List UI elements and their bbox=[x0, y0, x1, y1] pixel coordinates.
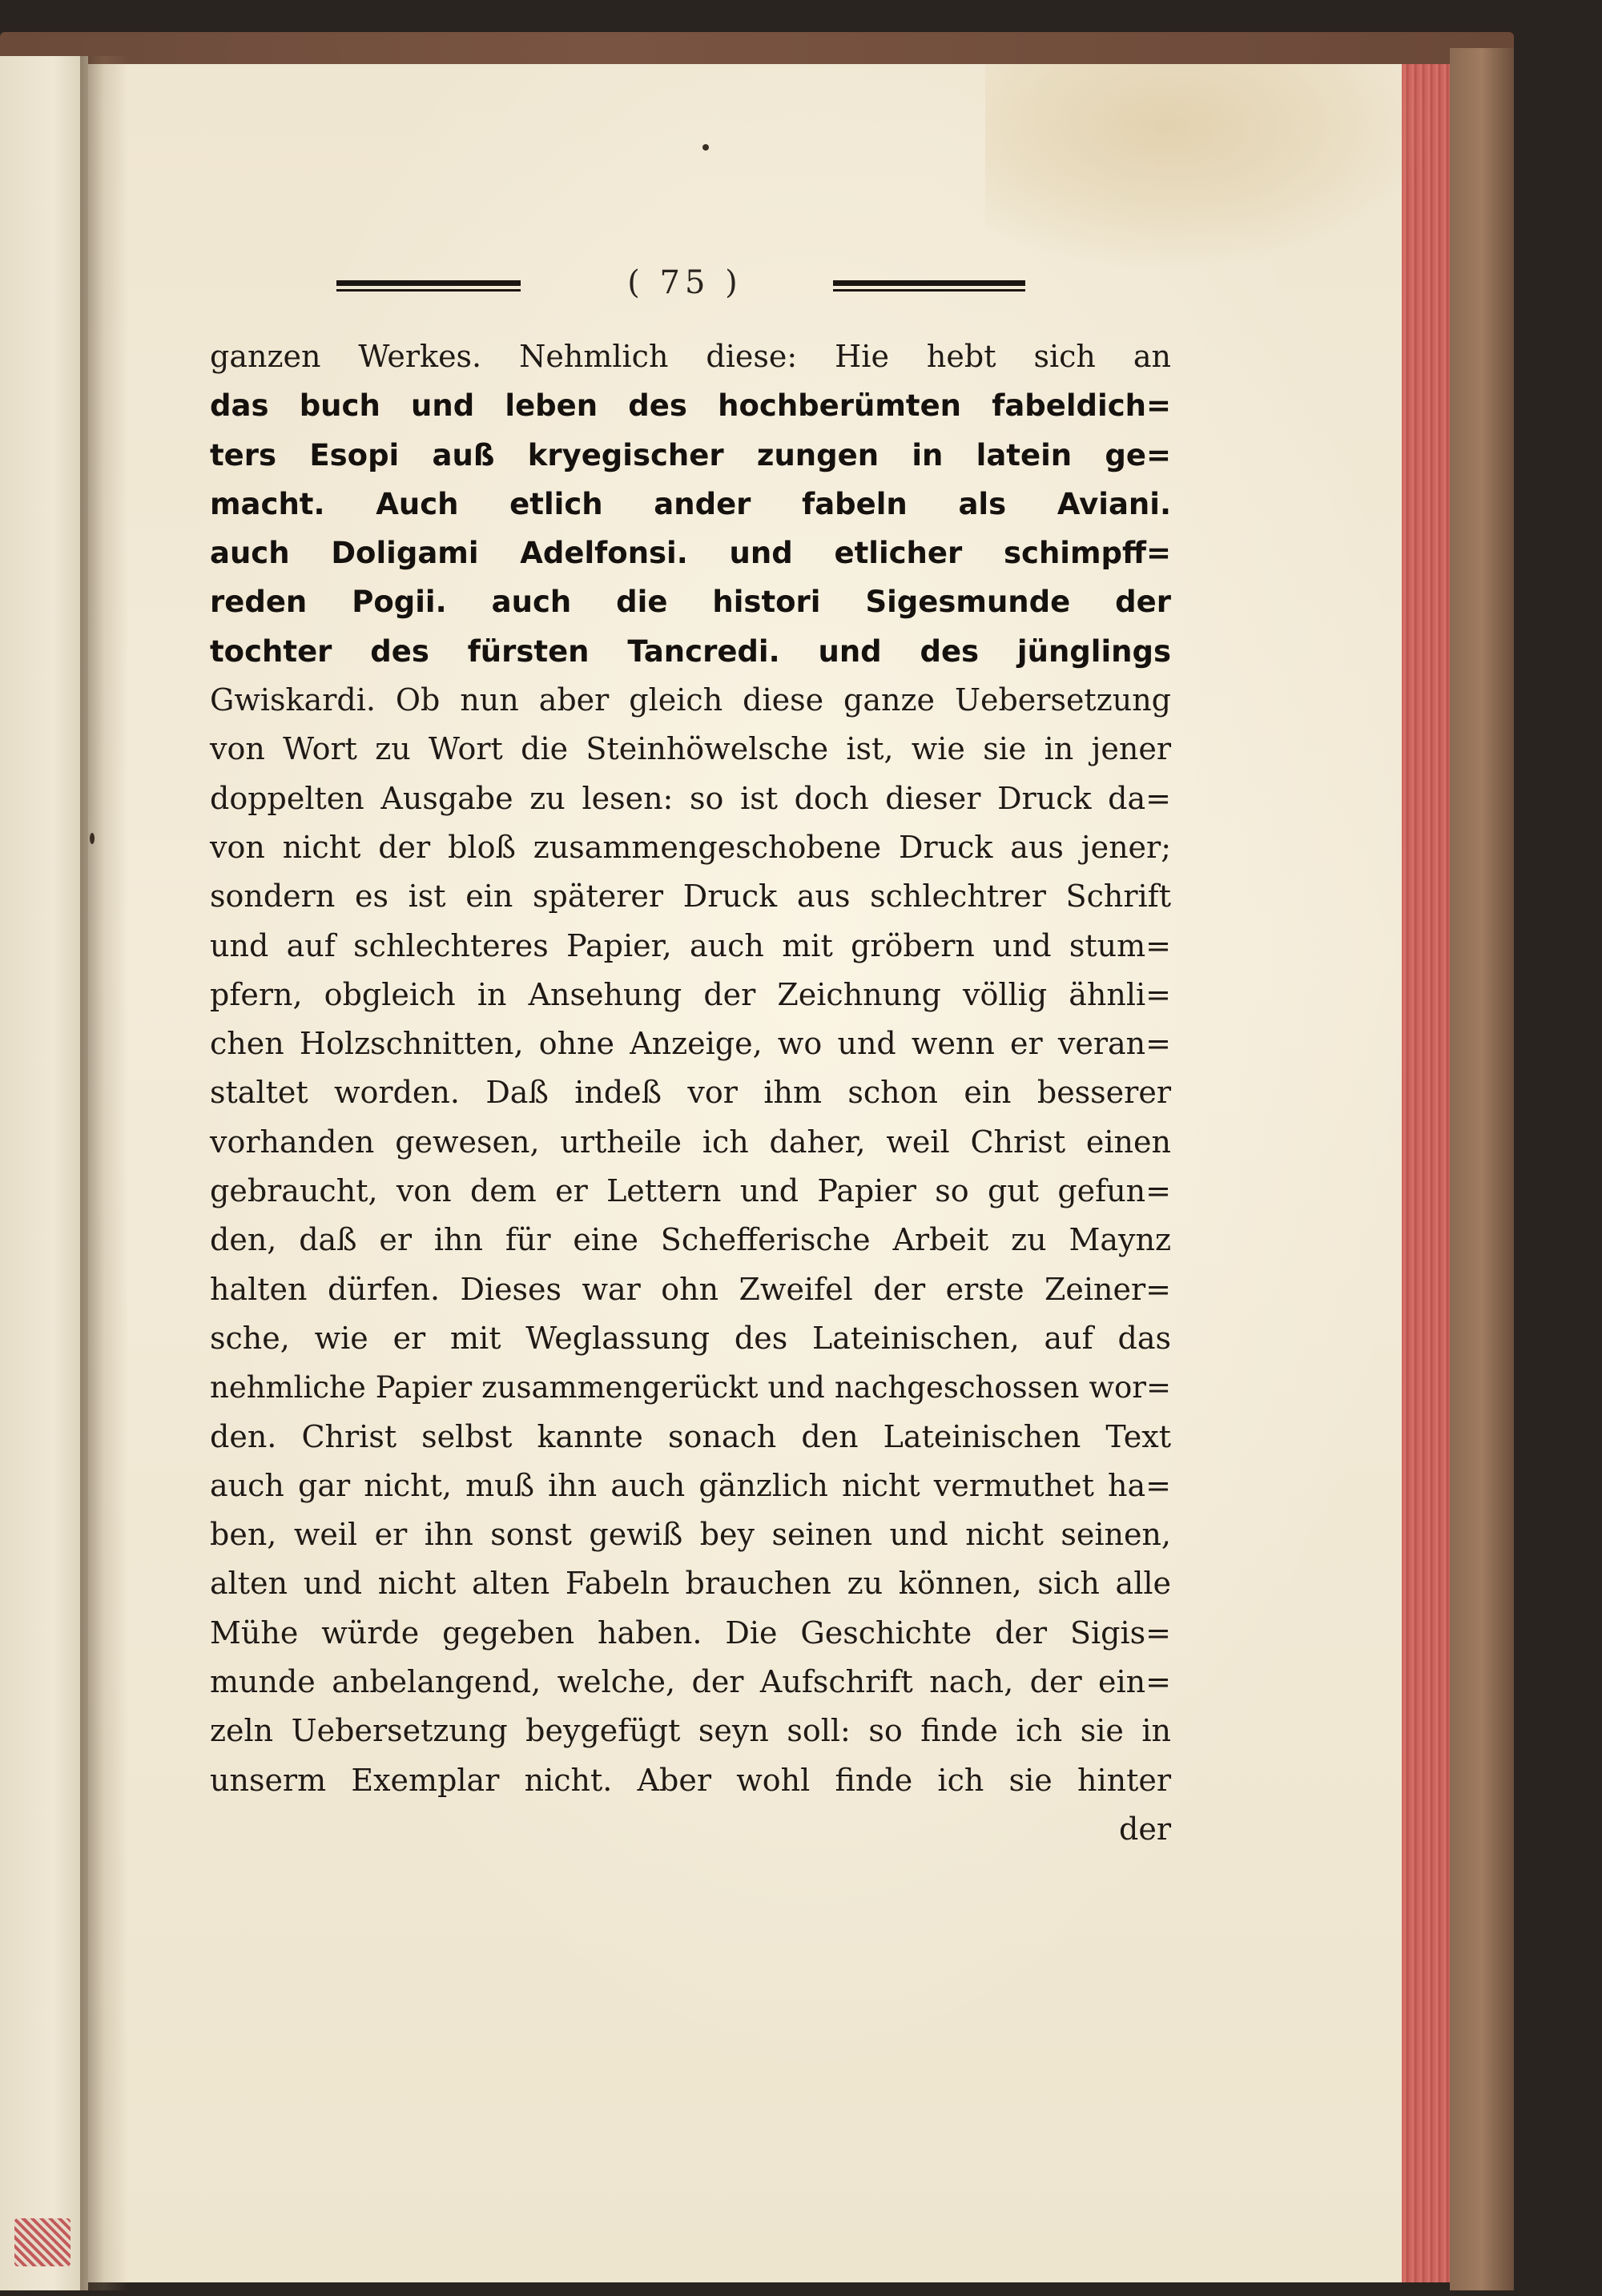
text-line: chen Holzschnitten, ohne Anzeige, wo und wenn er veran= bbox=[210, 1026, 1171, 1062]
text-line: sondern es ist ein späterer Druck aus schlechtrer Schrift bbox=[210, 879, 1171, 915]
text-line: doppelten Ausgabe zu lesen: so ist doch dieser Druck da= bbox=[210, 780, 1171, 816]
text-line: nehmliche Papier zusammengerückt und nachgeschossen wor= bbox=[210, 1370, 1171, 1405]
left-facing-page bbox=[0, 56, 88, 2290]
text-line: und auf schlechteres Papier, auch mit gröbern und stum= bbox=[210, 927, 1171, 963]
header-rule-right bbox=[833, 280, 1025, 293]
gutter-shadow bbox=[80, 56, 128, 2290]
text-line: ben, weil er ihn sonst gewiß bey seinen und nicht seinen, bbox=[210, 1517, 1171, 1553]
text-line: auch gar nicht, muß ihn auch gänzlich nicht vermuthet ha= bbox=[210, 1467, 1171, 1503]
body-text bbox=[210, 332, 1171, 1854]
text-line: staltet worden. Daß indeß vor ihm schon ein besserer bbox=[210, 1075, 1171, 1111]
text-line: von nicht der bloß zusammengeschobene Druck aus jener; bbox=[210, 829, 1171, 865]
header-rule-left bbox=[336, 280, 521, 293]
page-number: ( 75 ) bbox=[627, 264, 743, 301]
text-line: pfern, obgleich in Ansehung der Zeichnung völlig ähnli= bbox=[210, 976, 1171, 1012]
text-line: Gwiskardi. Ob nun aber gleich diese ganze Uebersetzung bbox=[210, 682, 1171, 718]
running-head bbox=[336, 264, 1057, 312]
text-line: ganzen Werkes. Nehmlich diese: Hie hebt sich an bbox=[210, 339, 1171, 374]
text-line: den, daß er ihn für eine Schefferische Arbeit zu Maynz bbox=[210, 1222, 1171, 1258]
text-line: gebraucht, von dem er Lettern und Papier so gut gefun= bbox=[210, 1173, 1171, 1209]
text-line: alten und nicht alten Fabeln brauchen zu können, sich alle bbox=[210, 1566, 1171, 1602]
text-line: unserm Exemplar nicht. Aber wohl finde ich sie hinter bbox=[210, 1762, 1171, 1798]
text-line: sche, wie er mit Weglassung des Lateinischen, auf das bbox=[210, 1320, 1171, 1356]
catchword: der bbox=[1119, 1811, 1171, 1847]
text-line: zeln Uebersetzung beygefügt seyn soll: so finde ich sie in bbox=[210, 1713, 1171, 1749]
text-line: Mühe würde gegeben haben. Die Geschichte der Sigis= bbox=[210, 1614, 1171, 1651]
red-page-edges bbox=[1402, 64, 1450, 2282]
text-line: den. Christ selbst kannte sonach den Lateinischen Text bbox=[210, 1418, 1171, 1454]
text-line: von Wort zu Wort die Steinhöwelsche ist, wie sie in jener bbox=[210, 731, 1171, 767]
text-line: macht. Auch etlich ander fabeln als Aviani. bbox=[210, 486, 1171, 521]
board-edge bbox=[1450, 48, 1514, 2290]
text-line: vorhanden gewesen, urtheile ich daher, weil Christ einen bbox=[210, 1124, 1171, 1160]
text-line: munde anbelangend, welche, der Aufschrift nach, der ein= bbox=[210, 1664, 1171, 1700]
water-stain bbox=[985, 64, 1434, 272]
bookmark-ribbon bbox=[14, 2218, 70, 2266]
text-line: ters Esopi auß kryegischer zungen in latein ge= bbox=[210, 437, 1171, 472]
text-line: tochter des fürsten Tancredi. und des jünglings bbox=[210, 633, 1171, 669]
ink-spot bbox=[702, 144, 709, 151]
ink-spot bbox=[90, 833, 95, 844]
text-line: halten dürfen. Dieses war ohn Zweifel der erste Zeiner= bbox=[210, 1271, 1171, 1307]
text-line: das buch und leben des hochberümten fabeldich= bbox=[210, 388, 1171, 424]
text-line: reden Pogii. auch die histori Sigesmunde der bbox=[210, 585, 1171, 620]
text-line: auch Doligami Adelfonsi. und etlicher schimpff= bbox=[210, 536, 1171, 571]
